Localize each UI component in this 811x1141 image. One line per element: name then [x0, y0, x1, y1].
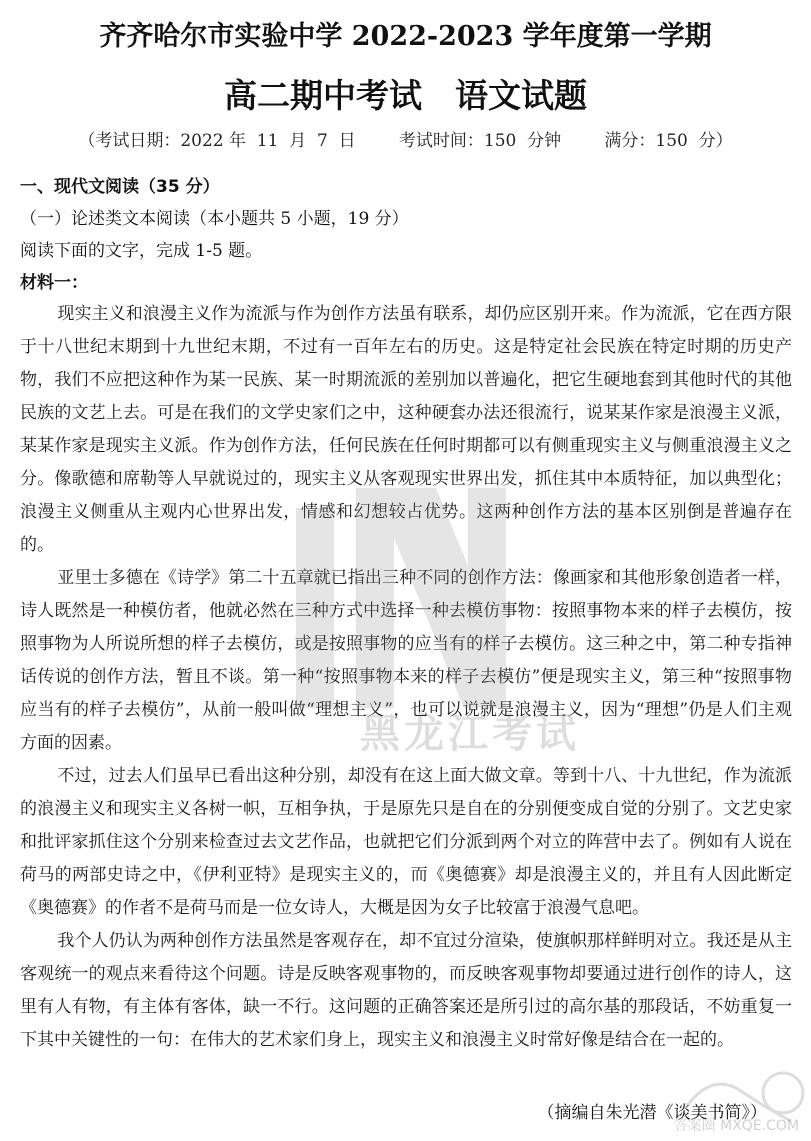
watermark-text: 黑龙江考试: [360, 711, 580, 757]
paragraph: 我个人仍认为两种创作方法虽然是客观存在，却不宜过分渲染，使旗帜那样鲜明对立。我还是从主客观统一的观点来看待这个问题。诗是反映客观事物的，而反映客观事物却要通过进行创作的诗人，这里有人有物，有主体有客体，缺一不行。这问题的正确答案还是所引过的高尔基的那段话，不妨重复一下其中关键性的一句：在伟大的艺术家们身上，现实主义和浪漫主义时常好像是结合在一起的。: [20, 931, 792, 1050]
instruction-text: 阅读下面的文字，完成 1-5 题。: [20, 241, 263, 261]
paragraph: 不过，过去人们虽早已看出这种分别，却没有在这上面大做文章。等到十八、十九世纪，作为流派的浪漫主义和现实主义各树一帜，互相争执，于是原先只是自在的分别便变成自觉的分别了。文艺史家和批评家抓住这个分别来检查过去文艺作品，也就把它们分派到两个对立的阵营中去了。例如有人说在荷马的两部史诗之中，《伊利亚特》是现实主义的，而《奥德赛》却是浪漫主义的，并且有人因此断定《奥德赛》的作者不是荷马而是一位女诗人，大概是因为女子比较富于浪漫气息吧。: [20, 766, 792, 918]
material-label: 材料一：: [20, 273, 88, 293]
source-citation: （摘编自朱光潜《谈美书简》）: [537, 1103, 767, 1123]
exam-title: 齐齐哈尔市实验中学 2022-2023 学年度第一学期: [99, 21, 712, 52]
subsection-heading: （一）论述类文本阅读（本小题共 5 小题，19 分）: [20, 209, 409, 229]
paragraph: 现实主义和浪漫主义作为流派与作为创作方法虽有联系，却仍应区别开来。作为流派，它在西方限于十八世纪末期到十九世纪末期，不过有一百年左右的历史。这是特定社会民族在特定时期的历史产物，我们不应把这种作为某一民族、某一时期流派的差别加以普遍化，把它生硬地套到其他时代的其他民族的文艺上去。可是在我们的文学史家们之中，这种硬套办法还很流行，说某某作家是浪漫主义派，某某作家是现实主义派。作为创作方法，任何民族在任何时期都可以有侧重现实主义与侧重浪漫主义之分。像歌德和席勒等人早就说过的，现实主义从客观现实世界出发，抓住其中本质特征，加以典型化；浪漫主义侧重从主观内心世界出发，情感和幻想较占优势。这两种创作方法的基本区别倒是普遍存在的。: [20, 304, 792, 555]
exam-subtitle: 高二期中考试 语文试题: [224, 76, 587, 115]
paragraph: 亚里士多德在《诗学》第二十五章就已指出三种不同的创作方法：像画家和其他形象创造者一样，诗人既然是一种模仿者，他就必然在三种方式中选择一种去模仿事物：按照事物本来的样子去模仿，按照事物为人所说所想的样子去模仿，或是按照事物的应当有的样子去模仿。这三种之中，第二种专指神话传说的创作方法，暂且不谈。第一种“按照事物本来的样子去模仿”便是现实主义，第三种“按照事物应当有的样子去模仿”，从前一般叫做“理想主义”，也可以说就是浪漫主义，因为“理想”仍是人们主观方面的因素。: [20, 568, 792, 753]
reading-passage: [20, 298, 792, 1057]
corner-brand-text: 答案圈 MXQE.COM: [673, 1118, 799, 1134]
section-heading: 一、现代文阅读（35 分）: [20, 177, 220, 197]
exam-meta: （考试日期：2022 年 11 月 7 日 考试时间：150 分钟 满分：150 分）: [78, 131, 733, 151]
